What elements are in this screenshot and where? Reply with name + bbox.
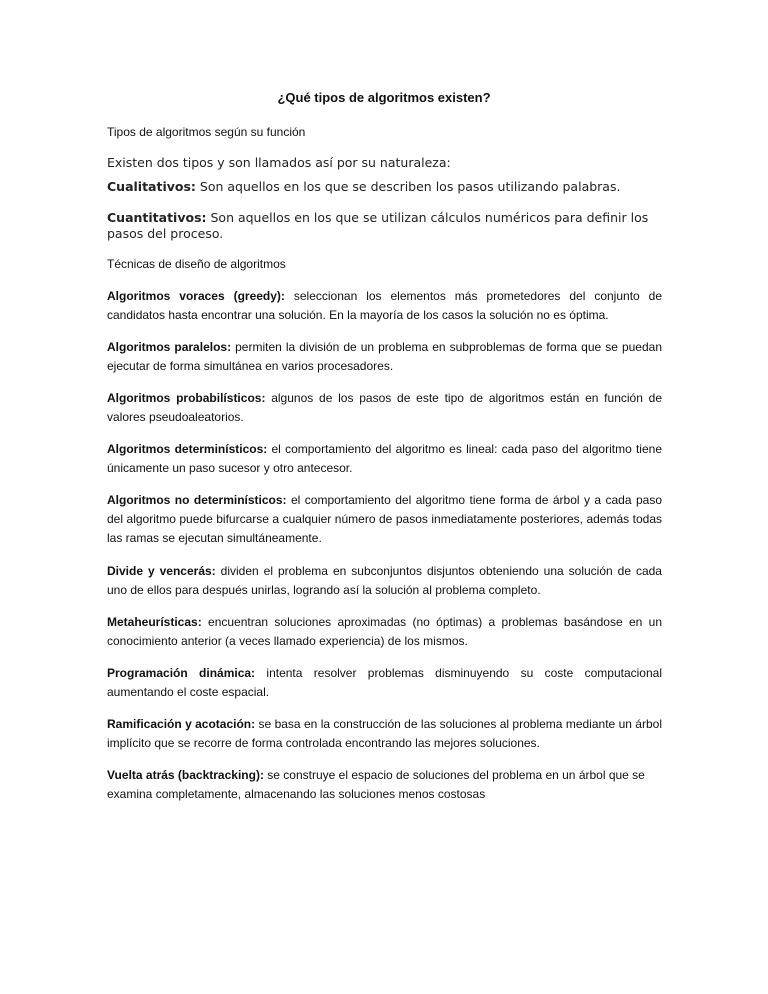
technique-paragraph [107,766,662,804]
definition-text: intenta resolver problemas disminuyendo su coste computacional aumentando el coste espacial. [107,666,662,699]
term-label: Ramificación y acotación: [107,717,256,731]
term-label: Programación dinámica: [107,666,256,680]
term-label: Algoritmos probabilísticos: [107,391,266,405]
definition-text: seleccionan los elementos más prometedores del conjunto de candidatos hasta encontrar una solución. En la mayoría de los casos la solución no es óptima. [107,289,662,322]
technique-paragraph [107,491,662,548]
section-heading-types: Tipos de algoritmos según su función [107,125,306,139]
definition-text: el comportamiento del algoritmo tiene forma de árbol y a cada paso del algoritmo puede bifurcarse a cualquier número de pasos inmediatamente posteriores, además todas las ramas se ejecutan simultáneamente. [107,493,662,545]
technique-paragraph [107,613,662,651]
page-title: ¿Qué tipos de algoritmos existen? [277,90,491,105]
term-label: Cualitativos: [107,179,196,194]
term-label: Algoritmos paralelos: [107,340,232,354]
definition-qualitative [107,179,662,195]
technique-paragraph [107,389,662,427]
term-label: Metaheurísticas: [107,615,202,629]
definition-text: encuentran soluciones aproximadas (no óptimas) a problemas basándose en un conocimiento anterior (a veces llamado experiencia) de los mismos. [107,615,662,648]
definition-text: permiten la división de un problema en subproblemas de forma que se puedan ejecutar de forma simultánea en varios procesadores. [107,340,663,373]
definition-text: Son aquellos en los que se describen los pasos utilizando palabras. [195,179,621,194]
technique-paragraph [107,715,662,753]
technique-paragraph [107,338,662,376]
intro-text: Existen dos tipos y son llamados así por su naturaleza: [107,155,451,170]
technique-paragraph [107,287,662,325]
term-label: Vuelta atrás (backtracking): [107,768,264,782]
definition-text: algunos de los pasos de este tipo de algoritmos están en función de valores pseudoaleatorios. [107,391,662,424]
term-label: Cuantitativos: [107,210,207,225]
technique-paragraph [107,562,662,600]
definition-text: el comportamiento del algoritmo es lineal: cada paso del algoritmo tiene únicamente un paso sucesor y otro antecesor. [107,442,662,475]
definition-text: se construye el espacio de soluciones del problema en un árbol que se examina completamente, almacenando las soluciones menos costosas [107,768,645,801]
technique-paragraph [107,664,662,702]
technique-paragraph [107,440,662,478]
term-label: Algoritmos voraces (greedy): [107,289,285,303]
term-label: Algoritmos determinísticos: [107,442,268,456]
section-heading-techniques: Técnicas de diseño de algoritmos [107,257,286,271]
term-label: Algoritmos no determinísticos: [107,493,287,507]
definition-quantitative [107,210,662,242]
term-label: Divide y vencerás: [107,564,216,578]
definition-text: se basa en la construcción de las soluciones al problema mediante un árbol implícito que se recorre de forma controlada encontrando las mejores soluciones. [107,717,662,750]
definition-text: Son aquellos en los que se utilizan cálculos numéricos para definir los pasos del proceso. [107,210,649,241]
definition-text: dividen el problema en subconjuntos disjuntos obteniendo una solución de cada uno de ellos para después unirlas, logrando así la solución al problema completo. [107,564,662,597]
